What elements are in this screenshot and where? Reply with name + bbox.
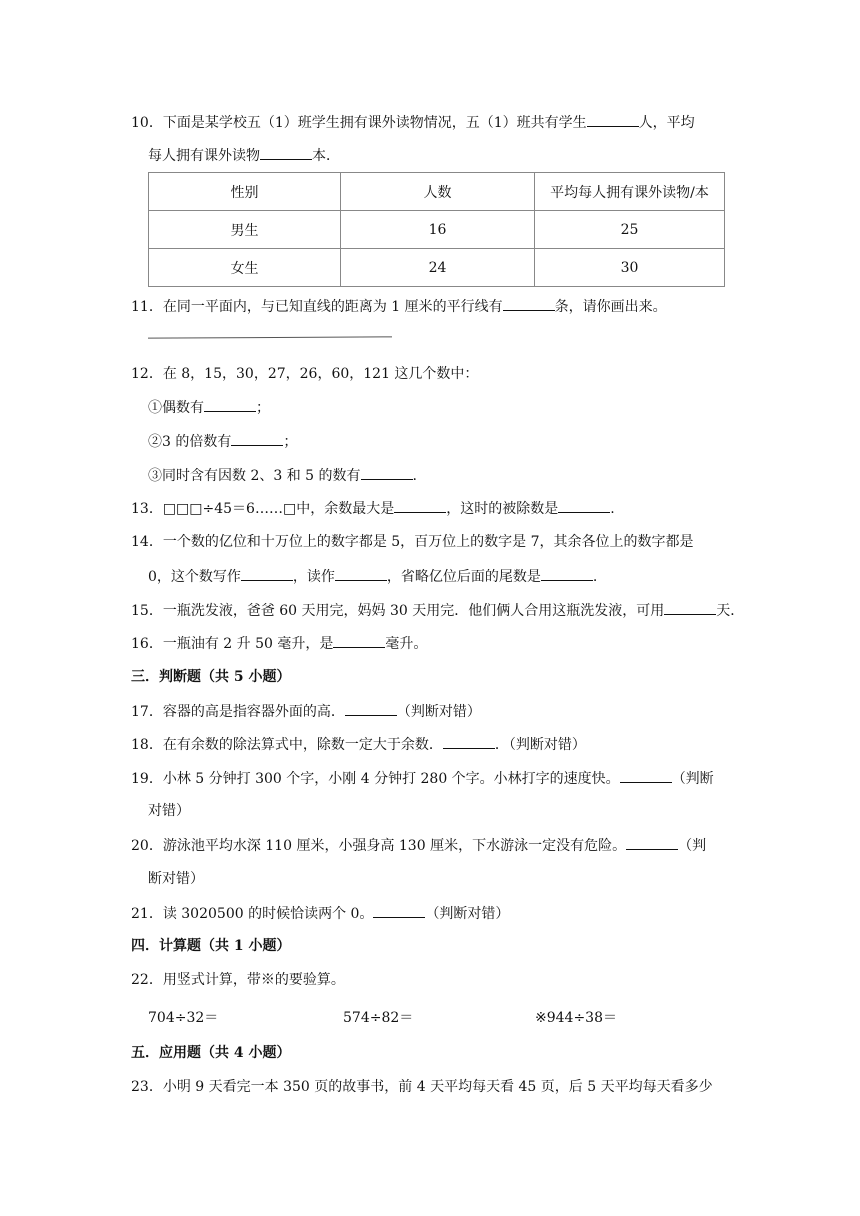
- question-22: [131, 970, 345, 990]
- table-row: [149, 211, 725, 249]
- question-text: 小林 5 分钟打 300 个字，小刚 4 分钟打 280 个字。小林打字的速度快。: [162, 771, 620, 787]
- question-text: ．（判断对错）: [494, 737, 586, 753]
- question-text: .: [412, 468, 417, 484]
- question-text: 读 3020500 的时候恰读两个 0。: [162, 906, 374, 922]
- question-15: [131, 600, 744, 621]
- table-cell: 女生: [149, 249, 341, 287]
- question-number: 20．: [131, 838, 163, 854]
- question-16: [131, 633, 427, 654]
- question-21: [131, 903, 509, 924]
- question-text: （判: [678, 838, 707, 854]
- answer-blank[interactable]: [503, 296, 555, 311]
- question-number: 10．: [131, 115, 163, 131]
- expression-1: 704÷32＝: [148, 1010, 219, 1026]
- question-text: 一瓶洗发液，爸爸 60 天用完，妈妈 30 天用完．他们俩人合用这瓶洗发液，可用: [162, 603, 665, 619]
- answer-blank[interactable]: [664, 600, 716, 615]
- answer-blank[interactable]: [587, 112, 639, 127]
- answer-blank[interactable]: [231, 431, 283, 446]
- question-number: 18．: [131, 737, 163, 753]
- answer-blank[interactable]: [620, 768, 672, 783]
- question-text: 用竖式计算，带※的要验算。: [162, 972, 345, 988]
- table-header-row: [149, 173, 725, 211]
- question-17: [131, 701, 481, 722]
- section-heading-calculation: 四．计算题（共 1 小题）: [131, 938, 291, 954]
- table-cell: 30: [535, 249, 725, 287]
- question-text: .: [610, 501, 615, 517]
- question-number: 15．: [131, 603, 163, 619]
- question-23: [131, 1077, 713, 1097]
- question-14-line1: [131, 532, 694, 552]
- answer-blank[interactable]: [373, 903, 425, 918]
- answer-blank[interactable]: [260, 145, 312, 160]
- question-text: ；: [256, 400, 270, 416]
- question-text: （判断对错）: [396, 704, 481, 720]
- table-row: [149, 249, 725, 287]
- question-text: ，省略亿位后面的尾数是: [386, 569, 541, 585]
- question-number: 17．: [131, 704, 163, 720]
- question-number: 22．: [131, 972, 163, 988]
- question-text: 本．: [312, 148, 340, 164]
- table-header-cell: 平均每人拥有课外读物/本: [535, 173, 725, 211]
- answer-blank[interactable]: [204, 397, 256, 412]
- answer-blank[interactable]: [394, 498, 446, 513]
- answer-blank[interactable]: [626, 835, 678, 850]
- question-20-line2: 断对错）: [148, 871, 204, 887]
- question-20-line1: [131, 835, 706, 856]
- question-text: 容器的高是指容器外面的高．: [162, 704, 345, 720]
- question-10-line2: [148, 145, 340, 166]
- question-text: 在 8，15，30，27，26，60，121 这几个数中：: [162, 366, 479, 382]
- question-text: .: [592, 569, 598, 585]
- question-text: 一个数的亿位和十万位上的数字都是 5，百万位上的数字是 7，其余各位上的数字都是: [162, 534, 694, 550]
- given-straight-line: [148, 336, 392, 338]
- question-number: 19．: [131, 771, 163, 787]
- question-text: 每人拥有课外读物: [148, 148, 260, 164]
- table-cell: 16: [341, 211, 535, 249]
- section-heading-application: 五．应用题（共 4 小题）: [131, 1045, 291, 1061]
- answer-blank[interactable]: [443, 734, 495, 749]
- answer-blank[interactable]: [241, 566, 293, 581]
- question-number: 16．: [131, 636, 163, 652]
- question-text: 条，请你画出来。: [554, 299, 667, 315]
- question-text: 游泳池平均水深 110 厘米，小强身高 130 厘米，下水游泳一定没有危险。: [162, 838, 627, 854]
- question-14-line2: [148, 566, 597, 587]
- question-text: ③同时含有因数 2、3 和 5 的数有: [148, 468, 361, 484]
- answer-blank[interactable]: [345, 701, 397, 716]
- question-text: 在有余数的除法算式中，除数一定大于余数．: [162, 737, 443, 753]
- question-10-line1: [131, 112, 695, 133]
- question-text: □□□÷45＝6……□中，余数最大是: [162, 501, 395, 517]
- answer-blank[interactable]: [541, 566, 593, 581]
- table-cell: 24: [341, 249, 535, 287]
- question-text: 小明 9 天看完一本 350 页的故事书，前 4 天平均每天看 45 页，后 5 天平均每天看多少: [162, 1079, 713, 1095]
- question-12: [131, 364, 478, 384]
- answer-blank[interactable]: [361, 465, 413, 480]
- question-text: （判断: [671, 771, 714, 787]
- question-18: [131, 734, 586, 755]
- question-text: ，这时的被除数是: [446, 501, 559, 517]
- question-number: 14．: [131, 534, 163, 550]
- reading-table: [148, 172, 725, 287]
- question-text: 一瓶油有 2 升 50 毫升，是: [162, 636, 334, 652]
- question-number: 21．: [131, 906, 163, 922]
- question-12-sub3: [148, 465, 417, 486]
- question-12-sub2: [148, 431, 297, 452]
- question-13: [131, 498, 615, 519]
- question-12-sub1: [148, 397, 270, 418]
- question-text: ①偶数有: [148, 400, 204, 416]
- question-11: [131, 296, 667, 317]
- question-19-line2: 对错）: [148, 803, 190, 819]
- table-cell: 25: [535, 211, 725, 249]
- answer-blank[interactable]: [558, 498, 610, 513]
- question-19-line1: [131, 768, 714, 789]
- question-text: ；: [283, 434, 298, 450]
- question-text: 天．: [716, 603, 745, 619]
- question-text: 下面是某学校五（1）班学生拥有课外读物情况，五（1）班共有学生: [162, 115, 587, 131]
- question-number: 12．: [131, 366, 163, 382]
- question-number: 23．: [131, 1079, 163, 1095]
- question-text: 在同一平面内，与已知直线的距离为 1 厘米的平行线有: [162, 299, 503, 315]
- section-heading-judgement: 三．判断题（共 5 小题）: [131, 669, 291, 685]
- answer-blank[interactable]: [333, 633, 385, 648]
- question-text: 人，平均: [638, 115, 695, 131]
- question-text: 0，这个数写作: [148, 569, 241, 585]
- question-text: （判断对错）: [425, 906, 510, 922]
- answer-blank[interactable]: [335, 566, 387, 581]
- question-text: ②3 的倍数有: [148, 434, 232, 450]
- question-text: ，读作: [292, 569, 335, 585]
- table-header-cell: 性别: [149, 173, 341, 211]
- question-text: 毫升。: [385, 636, 428, 652]
- question-number: 11．: [131, 299, 163, 315]
- table-header-cell: 人数: [341, 173, 535, 211]
- question-number: 13．: [131, 501, 163, 517]
- expression-3: ※944÷38＝: [535, 1010, 617, 1026]
- table-cell: 男生: [149, 211, 341, 249]
- expression-2: 574÷82＝: [343, 1010, 414, 1026]
